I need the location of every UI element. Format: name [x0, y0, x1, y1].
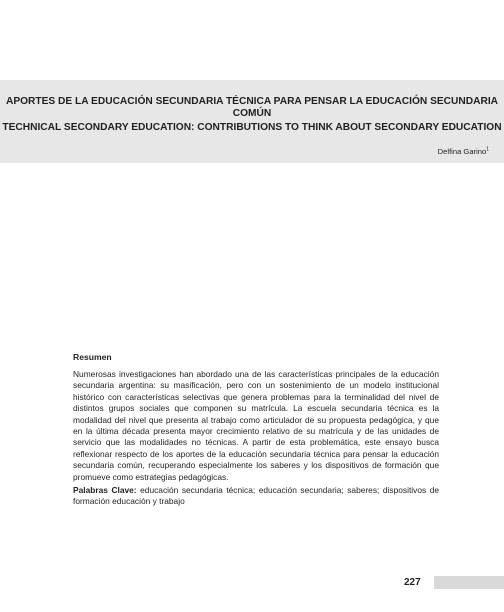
page-number: 227 [404, 577, 421, 588]
abstract-section [73, 352, 439, 508]
abstract-body: Numerosas investigaciones han abordado una de las características principales de la educación secundaria argentina: su masificación, pero con un sostenimiento de un modelo institucional histórico con características selectivas que genera problemas para la terminalidad del nivel de distintos grupos sociales que componen su matrícula. La escuela secundaria técnica es la modalidad del nivel que presenta al trabajo como articulador de su propuesta pedagógica, y que en la última década presenta mayor crecimiento relativo de su matrícula y de las unidades de servicio que las modalidades no técnicas. A partir de esta problemática, este ensayo busca reflexionar respecto de los aportes de la educación secundaria técnica para pensar la educación secundaria común, recuperando especialmente los saberes y los dispositivos de formación que promueve como estrategias pedagógicas. [73, 369, 439, 482]
keywords-text: educación secundaria técnica; educación secundaria; saberes; dispositivos de formación educación y trabajo [73, 485, 440, 507]
article-title-english: TECHNICAL SECONDARY EDUCATION: CONTRIBUTIONS TO THINK ABOUT SECONDARY EDUCATION [2, 122, 502, 133]
author-byline [438, 147, 489, 156]
author-footnote-mark: 1 [486, 146, 489, 153]
keywords-paragraph [73, 485, 439, 508]
keywords-label: Palabras Clave: [73, 485, 137, 496]
author-name: Delfina Garino [437, 147, 487, 156]
page-edge-tab [434, 576, 504, 589]
article-title-spanish: APORTES DE LA EDUCACIÓN SECUNDARIA TÉCNICA PARA PENSAR LA EDUCACIÓN SECUNDARIA COMÚN [5, 96, 499, 119]
abstract-heading: Resumen [73, 352, 112, 362]
title-band [0, 80, 504, 163]
